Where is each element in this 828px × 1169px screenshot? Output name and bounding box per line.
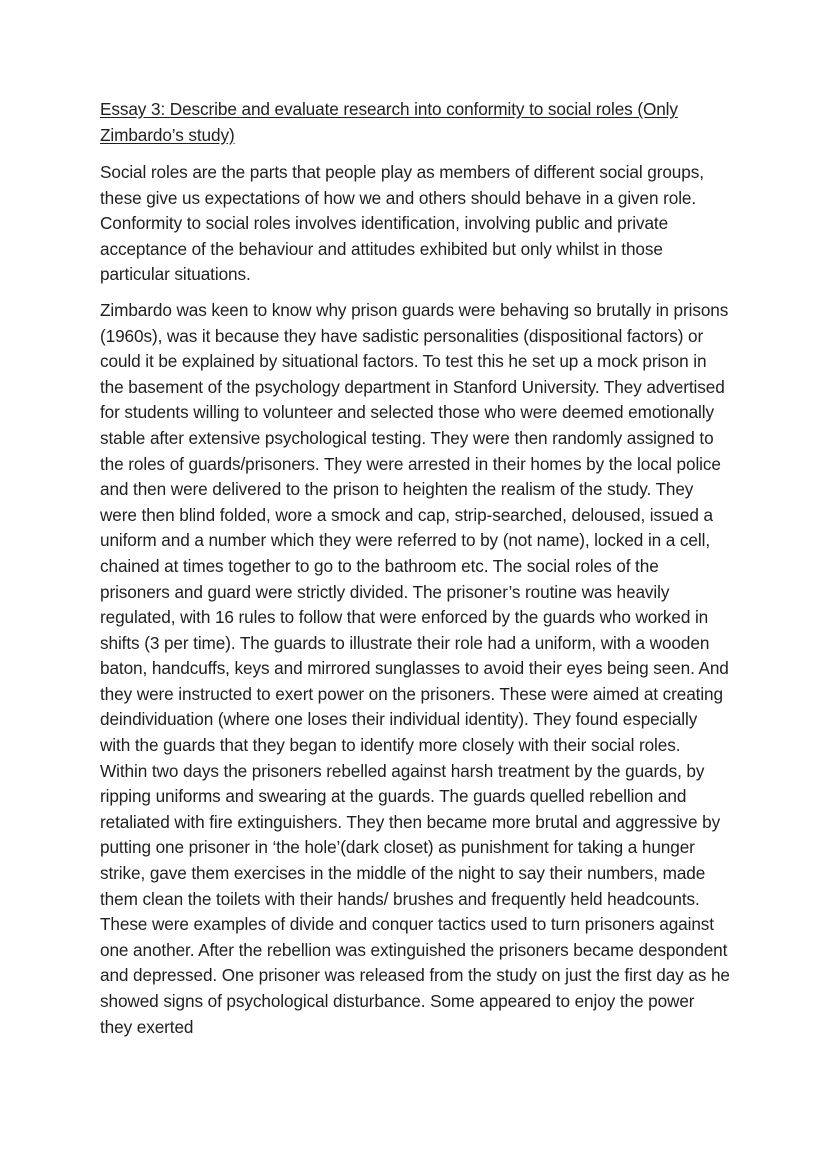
essay-title: Essay 3: Describe and evaluate research into conformity to social roles (Only Zimbardo’s study) <box>100 99 678 145</box>
paragraph-social-roles: Social roles are the parts that people play as members of different social groups, these give us expectations of how we and others should behave in a given role. Conformity to social roles involves identification, involving public and private acceptance of the behaviour and attitudes exhibited but only whilst in those particular situations. <box>100 162 704 285</box>
paragraph-zimbardo-study: Zimbardo was keen to know why prison guards were behaving so brutally in prisons (1960s), was it because they have sadistic personalities (dispositional factors) or could it be explained by situational factors. To test this he set up a mock prison in the basement of the psychology department in Stanford University. They advertised for students willing to volunteer and selected those who were deemed emotionally stable after extensive psychological testing. They were then randomly assigned to the roles of guards/prisoners. They were arrested in their homes by the local police and then were delivered to the prison to heighten the realism of the study. They were then blind folded, wore a smock and cap, strip-searched, deloused, issued a uniform and a number which they were referred to by (not name), locked in a cell, chained at times together to go to the bathroom etc. The social roles of the prisoners and guard were strictly divided. The prisoner’s routine was heavily regulated, with 16 rules to follow that were enforced by the guards who worked in shifts (3 per time). The guards to illustrate their role had a uniform, with a wooden baton, handcuffs, keys and mirrored sunglasses to avoid their eyes being seen. And they were instructed to exert power on the prisoners. These were aimed at creating deindividuation (where one loses their individual identity). They found especially with the guards that they began to identify more closely with their social roles. Within two days the prisoners rebelled against harsh treatment by the guards, by ripping uniforms and swearing at the guards. The guards quelled rebellion and retaliated with fire extinguishers. They then became more brutal and aggressive by putting one prisoner in ‘the hole’(dark closet) as punishment for taking a hunger strike, gave them exercises in the middle of the night to say their numbers, made them clean the toilets with their hands/ brushes and frequently held headcounts. These were examples of divide and conquer tactics used to turn prisoners against one another. After the rebellion was extinguished the prisoners became despondent and depressed. One prisoner was released from the study on just the first day as he showed signs of psychological disturbance. Some appeared to enjoy the power they exerted <box>100 299 730 1037</box>
